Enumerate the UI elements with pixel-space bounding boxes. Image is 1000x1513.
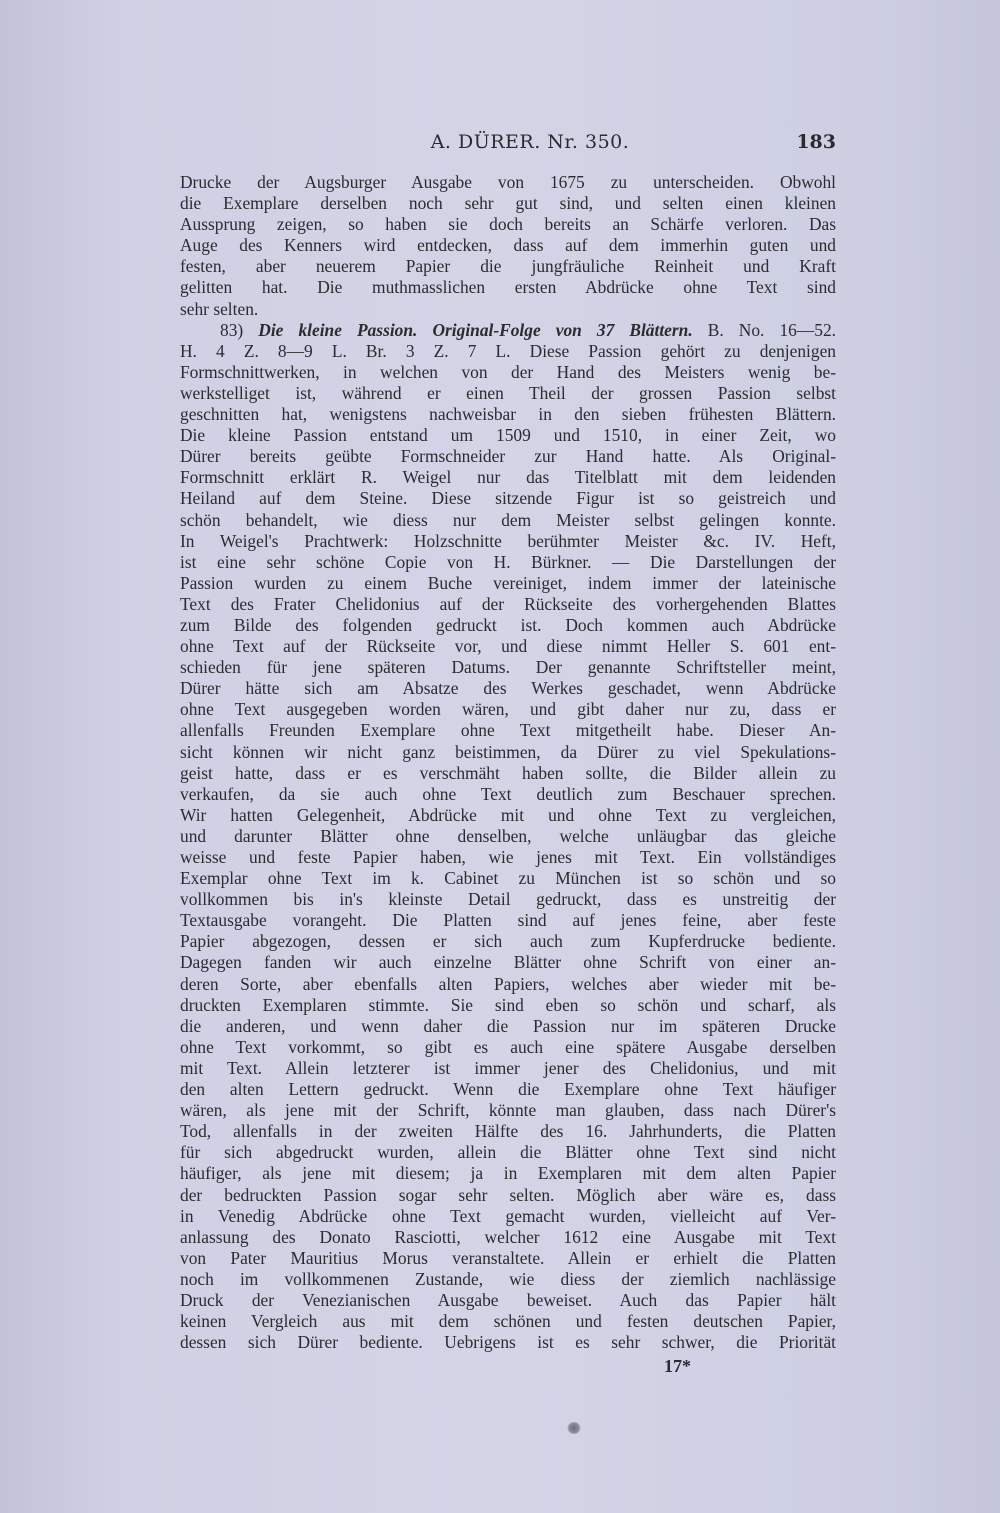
text-line: Druck der Venezianischen Ausgabe beweiset. Auch das Papier hält (180, 1289, 836, 1310)
entry-reference: B. No. 16—52. (707, 319, 836, 340)
text-line: druckten Exemplaren stimmte. Sie sind eben so schön und scharf, als (180, 994, 836, 1015)
text-line: ist eine sehr schöne Copie von H. Bürkner. — Die Darstellungen der (180, 551, 836, 572)
text-line: mit Text. Allein letzterer ist immer jener des Chelidonius, und mit (180, 1057, 836, 1078)
text-line: Aussprung zeigen, so haben sie doch bereits an Schärfe verloren. Das (180, 214, 836, 235)
text-line: Heiland auf dem Steine. Diese sitzende Figur ist so geistreich und (180, 488, 836, 509)
text-line: in Venedig Abdrücke ohne Text gemacht wurden, vielleicht auf Ver- (180, 1205, 836, 1226)
text-line: schön behandelt, wie diess nur dem Meister selbst gelingen konnte. (180, 509, 836, 530)
text-line: geschnitten hat, wenigstens nachweisbar in den sieben frühesten Blättern. (180, 404, 836, 425)
signature-mark: 17* (664, 1356, 691, 1376)
text-line: ohne Text auf der Rückseite vor, und diese nimmt Heller S. 601 ent- (180, 636, 836, 657)
entry-number: 83) (220, 319, 244, 340)
text-line: vollkommen bis in's kleinste Detail gedruckt, dass es unstreitig der (180, 889, 836, 910)
text-line: Tod, allenfalls in der zweiten Hälfte des 16. Jahrhunderts, die Platten (180, 1121, 836, 1142)
text-line: anlassung des Donato Rasciotti, welcher 1612 eine Ausgabe mit Text (180, 1226, 836, 1247)
show-through-text (560, 85, 860, 125)
text-line: deren Sorte, aber ebenfalls alten Papiers, welches aber wieder mit be- (180, 973, 836, 994)
text-line: Textausgabe vorangeht. Die Platten sind auf jenes feine, aber feste (180, 910, 836, 931)
text-line: H. 4 Z. 8—9 L. Br. 3 Z. 7 L. Diese Passion gehört zu denjenigen (180, 340, 836, 361)
entry-heading-line (180, 320, 836, 341)
text-line: von Pater Mauritius Morus veranstaltete. Allein er erhielt die Platten (180, 1247, 836, 1268)
entry-title: Die kleine Passion. Original-Folge von 37 Blättern. (258, 319, 693, 340)
text-line: für sich abgedruckt wurden, allein die Blätter ohne Text sind nicht (180, 1142, 836, 1163)
text-line (180, 1353, 836, 1374)
text-line: den alten Lettern gedruckt. Wenn die Exemplare ohne Text häufiger (180, 1079, 836, 1100)
text-line: Dürer bereits geübte Formschneider zur Hand hatte. Als Original- (180, 446, 836, 467)
text-line: häufiger, als jene mit diesem; ja in Exemplaren mit dem alten Papier (180, 1163, 836, 1184)
text-line: In Weigel's Prachtwerk: Holzschnitte berühmter Meister &c. IV. Heft, (180, 530, 836, 551)
text-line: schieden für jene späteren Datums. Der genannte Schriftsteller meint, (180, 657, 836, 678)
text-line: festen, aber neuerem Papier die jungfräuliche Reinheit und Kraft (180, 256, 836, 277)
text-line: Papier abgezogen, dessen er sich auch zum Kupferdrucke bediente. (180, 931, 836, 952)
text-line: verkaufen, da sie auch ohne Text deutlich zum Beschauer sprechen. (180, 783, 836, 804)
text-line: Exemplar ohne Text im k. Cabinet zu München ist so schön und so (180, 868, 836, 889)
text-line: ohne Text vorkommt, so gibt es auch eine spätere Ausgabe derselben (180, 1036, 836, 1057)
text-line: sicht können wir nicht ganz beistimmen, da Dürer zu viel Spekulations- (180, 741, 836, 762)
text-line: wären, als jene mit der Schrift, könnte man glauben, dass nach Dürer's (180, 1100, 836, 1121)
body-text (180, 172, 836, 1374)
text-line: Formschnittwerken, in welchen von der Hand des Meisters wenig be- (180, 361, 836, 382)
text-line: noch im vollkommenen Zustande, wie diess der ziemlich nachlässige (180, 1268, 836, 1289)
text-line: Formschnitt erklärt R. Weigel nur das Titelblatt mit dem leidenden (180, 467, 836, 488)
text-line: zum Bilde des folgenden gedruckt ist. Doch kommen auch Abdrücke (180, 614, 836, 635)
page-number: 183 (796, 131, 836, 153)
text-line: und darunter Blätter ohne denselben, welche unläugbar das gleiche (180, 825, 836, 846)
text-line: werkstelliget ist, während er einen Theil der grossen Passion selbst (180, 382, 836, 403)
text-line: sehr selten. (180, 298, 259, 319)
text-line: allenfalls Freunden Exemplare ohne Text mitgetheilt habe. Dieser An- (180, 720, 836, 741)
text-line: die anderen, und wenn daher die Passion nur im späteren Drucke (180, 1015, 836, 1036)
running-head: A. DÜRER. Nr. 350. (430, 131, 630, 153)
text-line: der bedruckten Passion sogar sehr selten. Möglich aber wäre es, dass (180, 1184, 836, 1205)
text-line: geist hatte, dass er es verschmäht haben sollte, die Bilder allein zu (180, 762, 836, 783)
text-line: keinen Vergleich aus mit dem schönen und festen deutschen Papier, (180, 1311, 836, 1332)
text-line: Text des Frater Chelidonius auf der Rückseite des vorhergehenden Blattes (180, 593, 836, 614)
text-line: Drucke der Augsburger Ausgabe von 1675 zu unterscheiden. Obwohl (180, 172, 836, 192)
text-line: weisse und feste Papier haben, wie jenes mit Text. Ein vollständiges (180, 847, 836, 867)
text-line: dessen sich Dürer bediente. Uebrigens ist es sehr schwer, die Priorität (180, 1332, 836, 1353)
ink-spot (567, 1422, 581, 1434)
text-line: Passion wurden zu einem Buche vereiniget, indem immer der lateinische (180, 572, 836, 593)
page-header (180, 131, 836, 157)
text-line: die Exemplare derselben noch sehr gut sind, und selten einen kleinen (180, 193, 836, 214)
text-line: ohne Text ausgegeben worden wären, und gibt daher nur zu, dass er (180, 699, 836, 720)
text-line: Auge des Kenners wird entdecken, dass auf dem immerhin guten und (180, 235, 836, 256)
text-line: Die kleine Passion entstand um 1509 und 1510, in einer Zeit, wo (180, 425, 836, 446)
text-line: gelitten hat. Die muthmasslichen ersten Abdrücke ohne Text sind (180, 277, 836, 298)
text-line: Dagegen fanden wir auch einzelne Blätter ohne Schrift von einer an- (180, 952, 836, 973)
text-line: Wir hatten Gelegenheit, Abdrücke mit und ohne Text zu vergleichen, (180, 804, 836, 825)
text-line: Dürer hätte sich am Absatze des Werkes geschadet, wenn Abdrücke (180, 678, 836, 699)
